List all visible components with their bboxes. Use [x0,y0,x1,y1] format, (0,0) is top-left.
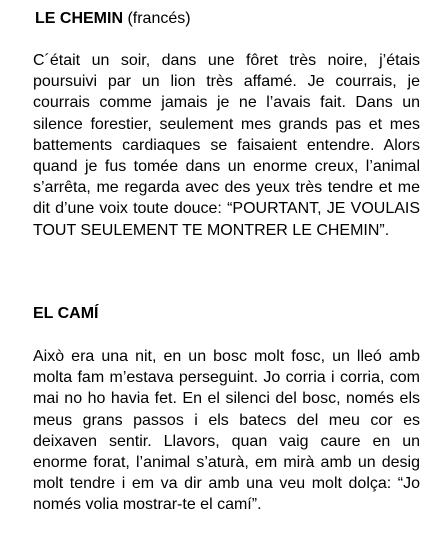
french-heading [35,8,415,29]
catalan-title: EL CAMÍ [33,305,99,322]
catalan-paragraph: Això era una nit, en un bosc molt fosc, un lleó amb molta fam m’estava perseguint. Jo corria i corria, com mai no ho havia fet. En el silenci del bosc, només els meus grans passos i els batecs del meu cor es deixaven sentir. Llavors, quan vaig caure en un enorme forat, l’animal s’aturà, em mirà amb un desig molt tendre i em va dir amb una veu molt dolça: “Jo només volia mostrar-te el camí”. [33,348,420,514]
french-paragraph: C´était un soir, dans une fôret très noire, j’étais poursuivi par un lion très affamé. Je courrais, je courrais comme jamais je ne l’avais fait. Dans un silence forestier, seulement mes grands pas et mes battements cardiaques se faisaient entendre. Alors quand je fus tomée dans un enorme creux, l’animal s’arrêta, me regarda avec des yeux très tendre et me dit d’une voix toute douce: “POURTANT, JE VOULAIS TOUT SEULEMENT TE MONTRER LE CHEMIN”. [33,52,420,239]
french-language-note: (francés) [123,10,191,27]
french-title: LE CHEMIN [35,10,123,27]
